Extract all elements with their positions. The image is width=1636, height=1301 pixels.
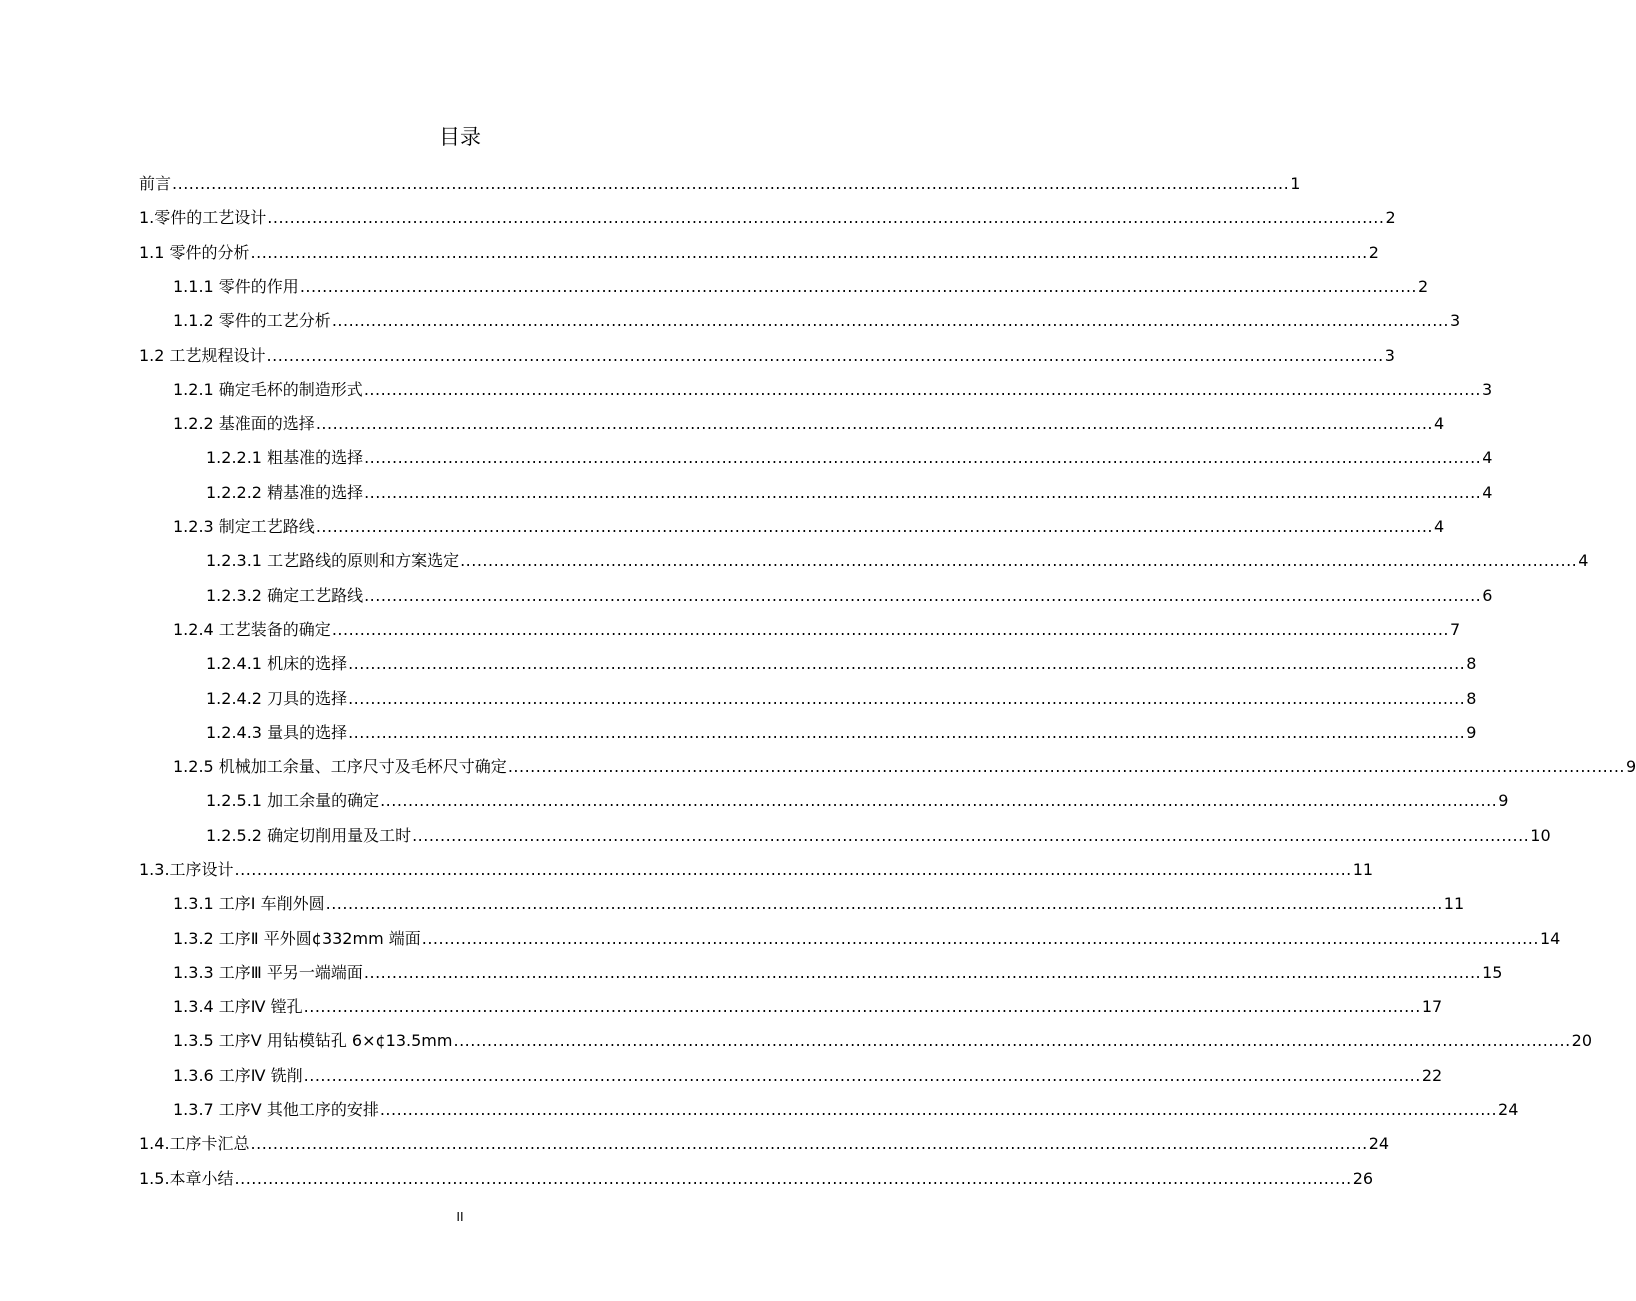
- toc-entry-page-number: 26: [1352, 1169, 1374, 1188]
- toc-entry-page-number: 4: [1434, 517, 1445, 536]
- toc-leader-dots: ........................................................................................................................................................................................................: [299, 277, 1417, 296]
- toc-leader-dots: ........................................................................................................................................................................................................: [250, 1134, 1368, 1153]
- toc-entry-label: 1.2.5.1 加工余量的确定: [206, 791, 380, 810]
- toc-entry-page-number: 9: [1498, 791, 1509, 810]
- toc-leader-dots: ........................................................................................................................................................................................................: [364, 586, 1482, 605]
- toc-leader-dots: ........................................................................................................................................................................................................: [303, 997, 1421, 1016]
- toc-entry[interactable]: [173, 376, 1493, 400]
- toc-entry-page-number: 9: [1626, 757, 1636, 776]
- toc-entry-page-number: 6: [1482, 586, 1493, 605]
- toc-entry-page-number: 20: [1571, 1031, 1593, 1050]
- toc-entry-label: 1.2.4 工艺装备的确定: [173, 620, 331, 639]
- toc-entry-label: 1.2.1 确定毛杯的制造形式: [173, 380, 363, 399]
- toc-leader-dots: ........................................................................................................................................................................................................: [453, 1031, 1571, 1050]
- toc-entry-label: 1.3.1 工序Ⅰ 车削外圆: [173, 894, 325, 913]
- toc-entry-label: 1.3.7 工序Ⅴ 其他工序的安排: [173, 1100, 379, 1119]
- toc-entry-page-number: 8: [1466, 689, 1477, 708]
- toc-leader-dots: ........................................................................................................................................................................................................: [348, 654, 1466, 673]
- toc-entry[interactable]: [206, 787, 1509, 811]
- toc-entry[interactable]: [206, 582, 1493, 606]
- toc-entry-label: 1.2 工艺规程设计: [139, 346, 266, 365]
- toc-entry-label: 1.2.2.1 粗基准的选择: [206, 448, 364, 467]
- toc-leader-dots: ........................................................................................................................................................................................................: [364, 483, 1482, 502]
- toc-entry[interactable]: [173, 890, 1465, 914]
- toc-leader-dots: ........................................................................................................................................................................................................: [363, 380, 1481, 399]
- toc-entry[interactable]: [173, 993, 1443, 1017]
- toc-entry[interactable]: [206, 547, 1589, 571]
- toc-entry[interactable]: [206, 822, 1551, 846]
- toc-entry-label: 1.2.3 制定工艺路线: [173, 517, 315, 536]
- toc-entry-page-number: 22: [1421, 1066, 1443, 1085]
- toc-leader-dots: ........................................................................................................................................................................................................: [266, 346, 1384, 365]
- toc-entry-page-number: 24: [1498, 1100, 1519, 1119]
- toc-entry-page-number: 11: [1443, 894, 1465, 913]
- toc-entry-label: 1.5.本章小结: [139, 1169, 234, 1188]
- toc-entry-page-number: 2: [1418, 277, 1429, 296]
- toc-entry[interactable]: [173, 513, 1445, 537]
- toc-leader-dots: ........................................................................................................................................................................................................: [250, 243, 1368, 262]
- toc-leader-dots: ........................................................................................................................................................................................................: [348, 689, 1466, 708]
- toc-entry[interactable]: [206, 479, 1493, 503]
- toc-entry[interactable]: [139, 342, 1395, 366]
- toc-entry[interactable]: [139, 239, 1379, 263]
- toc-entry-label: 1.3.5 工序Ⅴ 用钻模钻孔 6×¢13.5mm: [173, 1031, 453, 1050]
- toc-entry-label: 1.3.工序设计: [139, 860, 234, 879]
- toc-entry[interactable]: [206, 650, 1477, 674]
- toc-entry-page-number: 11: [1352, 860, 1374, 879]
- toc-leader-dots: ........................................................................................................................................................................................................: [507, 757, 1625, 776]
- toc-entry-label: 1.2.2 基准面的选择: [173, 414, 315, 433]
- toc-entry[interactable]: [173, 616, 1461, 640]
- toc-leader-dots: ........................................................................................................................................................................................................: [364, 448, 1482, 467]
- toc-leader-dots: ........................................................................................................................................................................................................: [331, 311, 1449, 330]
- toc-entry-label: 1.零件的工艺设计: [139, 208, 267, 227]
- toc-entry-page-number: 4: [1482, 483, 1493, 502]
- toc-entry-label: 1.1.2 零件的工艺分析: [173, 311, 331, 330]
- toc-leader-dots: ........................................................................................................................................................................................................: [348, 723, 1466, 742]
- toc-entry-label: 1.2.5 机械加工余量、工序尺寸及毛杯尺寸确定: [173, 757, 507, 776]
- toc-entry-label: 前言: [139, 174, 172, 193]
- toc-entry-label: 1.2.5.2 确定切削用量及工时: [206, 826, 412, 845]
- toc-entry-label: 1.2.4.1 机床的选择: [206, 654, 348, 673]
- toc-leader-dots: ........................................................................................................................................................................................................: [380, 791, 1498, 810]
- toc-entry-page-number: 9: [1466, 723, 1477, 742]
- toc-entry-label: 1.3.6 工序Ⅳ 铣削: [173, 1066, 303, 1085]
- toc-entry-label: 1.2.2.2 精基准的选择: [206, 483, 364, 502]
- toc-leader-dots: ........................................................................................................................................................................................................: [172, 174, 1290, 193]
- toc-leader-dots: ........................................................................................................................................................................................................: [460, 551, 1578, 570]
- toc-entry-page-number: 24: [1368, 1134, 1390, 1153]
- toc-leader-dots: ........................................................................................................................................................................................................: [315, 414, 1433, 433]
- toc-entry[interactable]: [173, 1062, 1443, 1086]
- toc-entry[interactable]: [139, 1130, 1390, 1154]
- toc-leader-dots: ........................................................................................................................................................................................................: [234, 860, 1352, 879]
- toc-leader-dots: ........................................................................................................................................................................................................: [267, 208, 1385, 227]
- toc-entry[interactable]: [173, 959, 1503, 983]
- toc-entry-page-number: 4: [1482, 448, 1493, 467]
- toc-leader-dots: ........................................................................................................................................................................................................: [331, 620, 1449, 639]
- toc-entry-label: 1.3.4 工序Ⅳ 镗孔: [173, 997, 303, 1016]
- toc-entry-page-number: 4: [1578, 551, 1589, 570]
- toc-entry[interactable]: [173, 1096, 1519, 1120]
- toc-entry[interactable]: [206, 719, 1477, 743]
- toc-entry[interactable]: [173, 307, 1461, 331]
- toc-entry[interactable]: [173, 410, 1445, 434]
- toc-entry-label: 1.1.1 零件的作用: [173, 277, 299, 296]
- toc-leader-dots: ........................................................................................................................................................................................................: [315, 517, 1433, 536]
- toc-entry-label: 1.1 零件的分析: [139, 243, 250, 262]
- page-number-footer: II: [456, 1209, 464, 1224]
- toc-entry-page-number: 2: [1368, 243, 1379, 262]
- toc-leader-dots: ........................................................................................................................................................................................................: [379, 1100, 1498, 1119]
- toc-entry[interactable]: [139, 1165, 1374, 1189]
- page-title: 目录: [439, 125, 481, 149]
- toc-entry[interactable]: [173, 925, 1561, 949]
- toc-entry-page-number: 2: [1385, 208, 1396, 227]
- toc-entry-page-number: 14: [1539, 929, 1561, 948]
- toc-entry-page-number: 10: [1530, 826, 1551, 845]
- toc-entry-page-number: 17: [1421, 997, 1443, 1016]
- toc-entry[interactable]: [139, 856, 1374, 880]
- toc-entry-page-number: 3: [1450, 311, 1461, 330]
- toc-entry-page-number: 1: [1290, 174, 1301, 193]
- toc-entry-label: 1.3.2 工序Ⅱ 平外圆¢332mm 端面: [173, 929, 421, 948]
- toc-entry-page-number: 8: [1466, 654, 1477, 673]
- toc-entry[interactable]: [206, 444, 1493, 468]
- toc-leader-dots: ........................................................................................................................................................................................................: [412, 826, 1530, 845]
- toc-entry-label: 1.2.4.2 刀具的选择: [206, 689, 348, 708]
- toc-leader-dots: ........................................................................................................................................................................................................: [363, 963, 1482, 982]
- toc-entry[interactable]: [173, 273, 1429, 297]
- toc-entry[interactable]: [139, 170, 1301, 194]
- toc-entry[interactable]: [206, 685, 1477, 709]
- toc-entry-page-number: 4: [1434, 414, 1445, 433]
- toc-leader-dots: ........................................................................................................................................................................................................: [421, 929, 1539, 948]
- toc-leader-dots: ........................................................................................................................................................................................................: [325, 894, 1443, 913]
- toc-entry-label: 1.2.4.3 量具的选择: [206, 723, 348, 742]
- toc-entry-label: 1.3.3 工序Ⅲ 平另一端端面: [173, 963, 363, 982]
- toc-entry-page-number: 3: [1482, 380, 1493, 399]
- toc-entry-page-number: 15: [1482, 963, 1503, 982]
- toc-entry-page-number: 7: [1450, 620, 1461, 639]
- toc-entry-label: 1.4.工序卡汇总: [139, 1134, 250, 1153]
- toc-entry[interactable]: [139, 204, 1396, 228]
- toc-entry[interactable]: [173, 753, 1636, 777]
- toc-leader-dots: ........................................................................................................................................................................................................: [234, 1169, 1352, 1188]
- toc-entry[interactable]: [173, 1027, 1593, 1051]
- toc-entry-label: 1.2.3.1 工艺路线的原则和方案选定: [206, 551, 460, 570]
- toc-leader-dots: ........................................................................................................................................................................................................: [303, 1066, 1421, 1085]
- toc-entry-page-number: 3: [1384, 346, 1395, 365]
- toc-entry-label: 1.2.3.2 确定工艺路线: [206, 586, 364, 605]
